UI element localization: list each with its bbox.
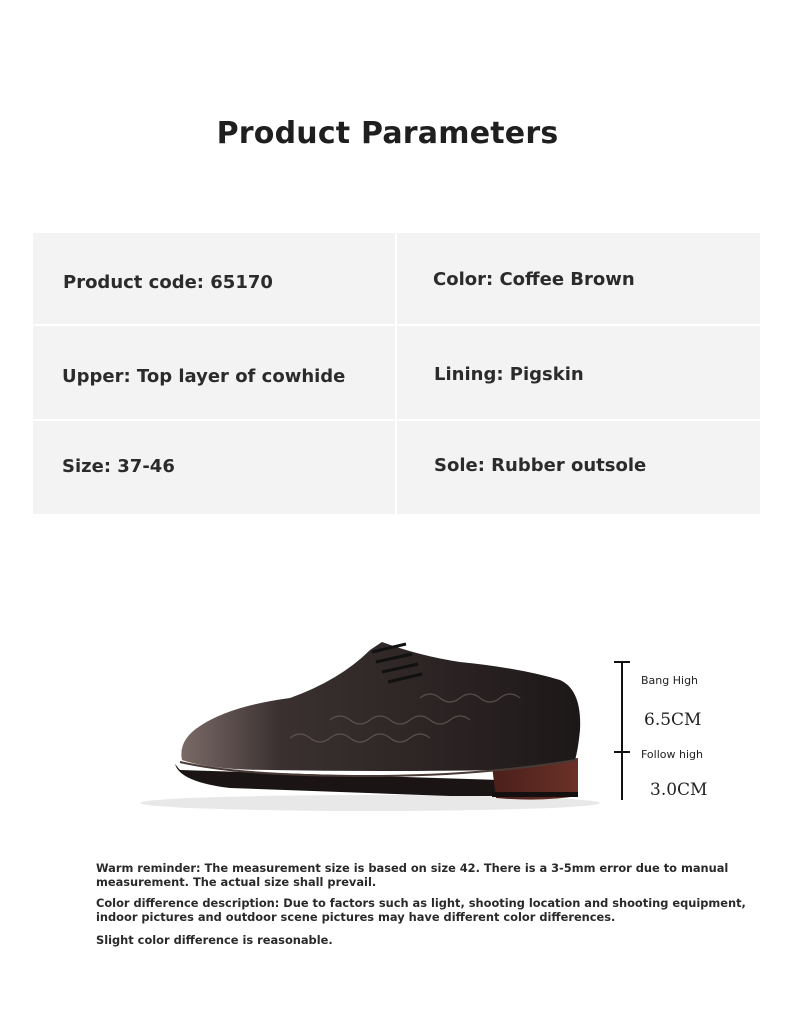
measure-bar-icon — [606, 660, 636, 802]
product-code: Product code: 65170 — [63, 272, 273, 293]
product-color: Color: Coffee Brown — [433, 269, 635, 290]
bang-high-label: Bang High — [641, 674, 699, 687]
divider — [395, 233, 397, 514]
product-lining: Lining: Pigskin — [434, 364, 584, 385]
follow-high-value: 3.0CM — [650, 780, 708, 800]
shoe-icon — [120, 620, 620, 820]
measurement-guide — [606, 660, 726, 800]
product-size: Size: 37-46 — [62, 456, 175, 477]
divider — [33, 324, 760, 326]
slight-difference-note: Slight color difference is reasonable. — [96, 933, 333, 947]
product-upper: Upper: Top layer of cowhide — [62, 366, 346, 387]
product-sole: Sole: Rubber outsole — [434, 455, 647, 476]
shoe-image — [120, 620, 620, 820]
page-title: Product Parameters — [216, 116, 559, 151]
notes — [96, 861, 756, 947]
warm-reminder: Warm reminder: The measurement size is based on size 42. There is a 3-5mm error due to manual measurement. The actual size shall prevail. — [96, 861, 729, 889]
bang-high-value: 6.5CM — [644, 710, 702, 730]
color-difference-note: Color difference description: Due to factors such as light, shooting location and shooting equipment, indoor pictures and outdoor scene pictures may have different color differences. — [96, 896, 746, 924]
parameters-table — [33, 233, 760, 514]
divider — [33, 419, 760, 421]
follow-high-label: Follow high — [641, 748, 703, 761]
